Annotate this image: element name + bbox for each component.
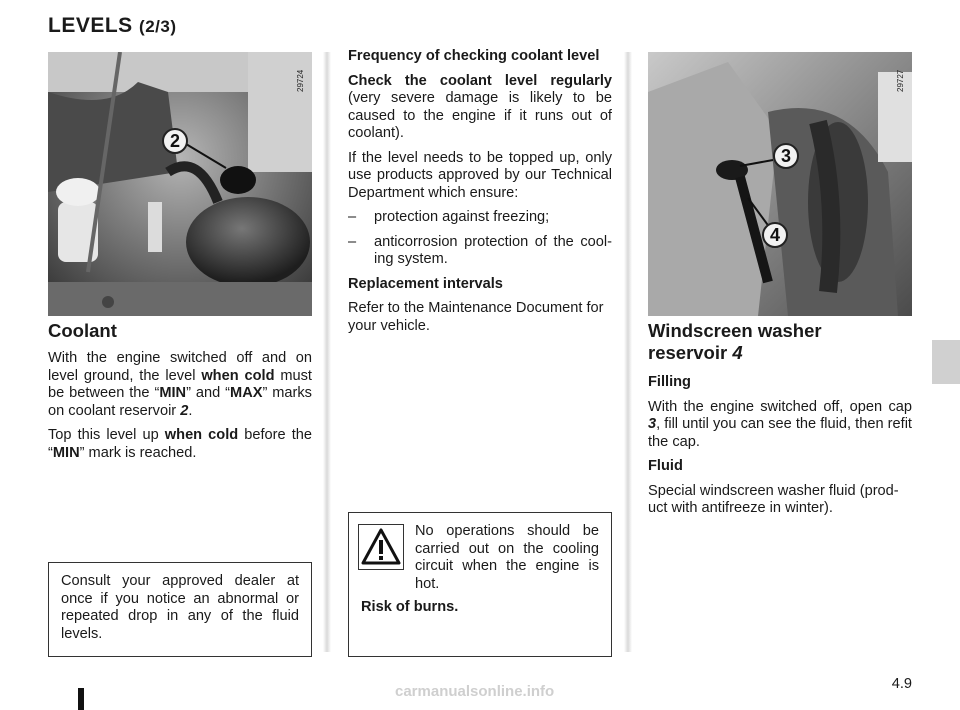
coolant-engine-photo	[48, 52, 312, 316]
topup-para: If the level needs to be topped up, only use products approved by our Technical Department which ensure:	[348, 149, 612, 201]
callout-3: 3	[773, 143, 799, 169]
chapter-tab	[932, 340, 960, 384]
warning-icon	[358, 524, 404, 570]
warning-text: No operations should be carried out on the cooling circuit when the engine is hot.	[415, 523, 599, 592]
page-title-part: (2/3)	[139, 17, 177, 36]
coolant-para-1: With the engine switched off and on level ground, the level when cold must be between the “MIN” and “MAX” marks on coolant reservoir 2.	[48, 350, 312, 419]
photo-ref-number: 29724	[296, 69, 305, 92]
fluid-para: Special windscreen washer fluid (prod-uct with antifreeze in winter).	[648, 482, 899, 516]
callout-2: 2	[162, 128, 188, 154]
fluid-heading: Fluid	[648, 458, 683, 474]
photo-ref-number: 29727	[896, 69, 905, 92]
coolant-heading: Coolant	[48, 320, 117, 341]
list-item: – anticorrosion protection of the cool-ing system.	[348, 233, 612, 267]
frequency-heading: Frequency of checking coolant level	[348, 48, 600, 64]
watermark: carmanualsonline.info	[395, 683, 555, 700]
filling-para: With the engine switched off, open cap 3, fill until you can see the fluid, then refit the cap.	[648, 398, 912, 450]
callout-4: 4	[762, 222, 788, 248]
washer-section	[648, 320, 912, 525]
corner-mark	[78, 688, 84, 710]
page-title	[48, 14, 177, 38]
dealer-note-text: Consult your approved dealer at once if you notice an abnormal or repeated drop in any of the fluid levels.	[61, 573, 299, 642]
page-title-text: LEVELS	[48, 14, 133, 37]
dealer-note-box	[48, 562, 312, 657]
column-divider	[323, 52, 331, 652]
column-divider	[624, 52, 632, 652]
page-number: 4.9	[891, 676, 912, 692]
coolant-section	[48, 320, 312, 469]
frequency-para: Check the coolant level regularly (very severe damage is likely to be caused to the engine if it runs out of coolant).	[348, 72, 612, 141]
washer-reservoir-photo	[648, 52, 912, 316]
warning-emphasis: Risk of burns.	[361, 599, 459, 615]
list-item: – protection against freezing;	[348, 209, 550, 225]
filling-heading: Filling	[648, 374, 691, 390]
coolant-check-section	[348, 48, 612, 342]
replacement-para: Refer to the Maintenance Document for your vehicle.	[348, 300, 604, 334]
replacement-heading: Replacement intervals	[348, 275, 503, 292]
washer-heading: Windscreen washer reservoir 4	[648, 320, 822, 363]
coolant-para-2: Top this level up when cold before the “MIN” mark is reached.	[48, 427, 312, 461]
